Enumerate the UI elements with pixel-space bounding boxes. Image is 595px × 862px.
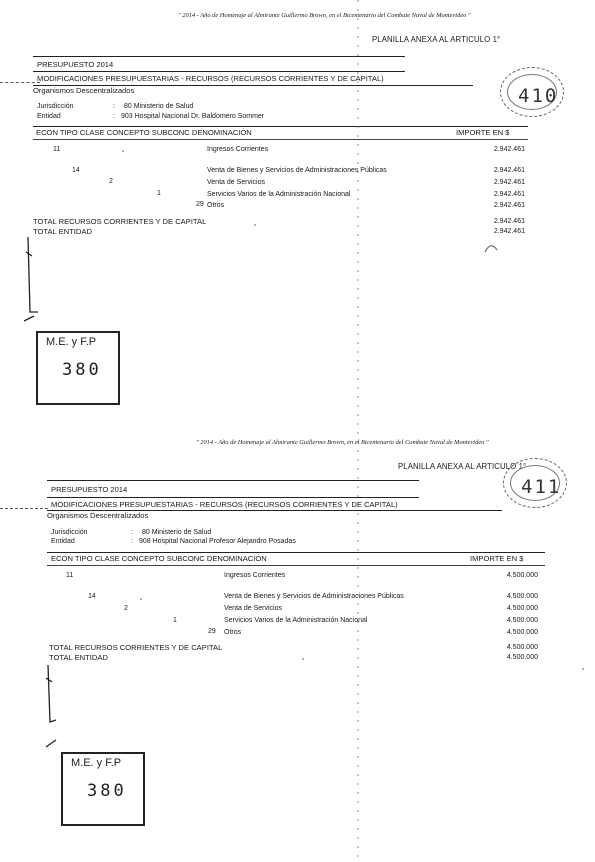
row-amount: 2.942.461 <box>493 191 525 198</box>
jurisdiccion-colon: : <box>131 529 133 536</box>
total-entidad-label: TOTAL ENTIDAD <box>33 227 92 236</box>
rule-top <box>33 56 405 57</box>
rule-columns-top <box>33 126 528 127</box>
annex-1 <box>0 0 595 430</box>
tick-mark <box>44 737 64 749</box>
jurisdiccion-value: 80 Ministerio de Salud <box>124 103 194 110</box>
commemorative-header: " 2014 - Año de Homenaje al Almirante Guillermo Brown, en el Bicentenario del Combate Naval de Montevideo " <box>178 12 471 19</box>
row-amount: 4.500.000 <box>506 572 538 579</box>
columns-header: ECON TIPO CLASE CONCEPTO SUBCONC DENOMINACIÓN <box>36 128 252 137</box>
columns-header: ECON TIPO CLASE CONCEPTO SUBCONC DENOMINACIÓN <box>51 554 267 563</box>
entidad-colon: : <box>131 538 133 545</box>
row-code: 29 <box>208 628 216 635</box>
row-code: 1 <box>173 617 177 624</box>
total-recursos-label: TOTAL RECURSOS CORRIENTES Y DE CAPITAL <box>49 643 223 652</box>
modificaciones-title: MODIFICACIONES PRESUPUESTARIAS - RECURSOS (RECURSOS CORRIENTES Y DE CAPITAL) <box>51 500 398 509</box>
importe-header: IMPORTE EN $ <box>470 554 524 563</box>
row-code: 11 <box>53 146 61 153</box>
tick-mark <box>22 313 42 323</box>
stamp-number: 380 <box>62 360 102 380</box>
signature-mark <box>38 660 68 730</box>
rule-presupuesto <box>47 497 419 498</box>
planilla-title: PLANILLA ANEXA AL ARTICULO 1° <box>372 35 501 44</box>
row-description: Ingresos Corrientes <box>224 572 286 579</box>
planilla-title: PLANILLA ANEXA AL ARTICULO 1° <box>398 462 527 471</box>
row-amount: 4.500.000 <box>506 605 538 612</box>
scan-speck <box>302 658 304 660</box>
row-amount: 2.942.461 <box>493 179 525 186</box>
total-recursos-value: 2.942.461 <box>493 218 525 225</box>
rule-presupuesto <box>33 71 405 72</box>
jurisdiccion-colon: : <box>113 103 115 110</box>
row-amount: 2.942.461 <box>493 146 525 153</box>
row-description: Ingresos Corrientes <box>207 146 269 153</box>
folio-number: 410 <box>518 85 559 107</box>
entidad-value: 903 Hospital Nacional Dr. Baldomero Sommer <box>121 113 265 120</box>
stamp-heading: M.E. y F.P <box>46 336 97 348</box>
row-code: 14 <box>72 167 80 174</box>
presupuesto-label: PRESUPUESTO 2014 <box>51 485 128 494</box>
row-description: Servicios Varios de la Administración Nacional <box>207 191 351 198</box>
commemorative-header: " 2014 - Año de Homenaje al Almirante Guillermo Brown, en el Bicentenario del Combate Naval de Montevideo " <box>196 439 489 446</box>
row-description: Otros <box>207 202 225 209</box>
row-amount: 4.500.000 <box>506 593 538 600</box>
row-amount: 2.942.461 <box>493 167 525 174</box>
mefp-stamp <box>61 752 145 826</box>
entidad-label: Entidad <box>51 538 75 545</box>
scan-edge-mark <box>0 508 48 509</box>
jurisdiccion-value: 80 Ministerio de Salud <box>142 529 212 536</box>
stamp-heading: M.E. y F.P <box>71 757 122 769</box>
rule-columns-top <box>47 552 545 553</box>
rule-columns-bottom <box>47 565 545 566</box>
presupuesto-label: PRESUPUESTO 2014 <box>37 60 114 69</box>
mefp-stamp <box>36 331 120 405</box>
scan-speck <box>140 598 142 600</box>
scan-speck <box>254 224 256 226</box>
scan-speck <box>122 150 124 152</box>
stamp-number: 380 <box>87 781 127 801</box>
importe-header: IMPORTE EN $ <box>456 128 510 137</box>
rule-columns-bottom <box>33 139 528 140</box>
annex-2 <box>0 432 595 862</box>
row-description: Venta de Servicios <box>207 179 265 186</box>
jurisdiccion-label: Jurisdicción <box>51 529 88 536</box>
row-amount: 4.500.000 <box>506 617 538 624</box>
organismos-label: Organismos Descentralizados <box>33 86 135 95</box>
row-description: Otros <box>224 629 242 636</box>
total-recursos-label: TOTAL RECURSOS CORRIENTES Y DE CAPITAL <box>33 217 207 226</box>
entidad-label: Entidad <box>37 113 61 120</box>
row-code: 14 <box>88 593 96 600</box>
folio-number: 411 <box>521 476 562 498</box>
total-entidad-value: 2.942.461 <box>493 228 525 235</box>
entidad-colon: : <box>113 113 115 120</box>
ink-mark <box>483 242 503 256</box>
entidad-value: 908 Hospital Nacional Profesor Alejandro Posadas <box>139 538 296 545</box>
row-description: Venta de Servicios <box>224 605 282 612</box>
row-amount: 4.500.000 <box>506 629 538 636</box>
row-code: 1 <box>157 190 161 197</box>
modificaciones-title: MODIFICACIONES PRESUPUESTARIAS - RECURSOS (RECURSOS CORRIENTES Y DE CAPITAL) <box>37 74 384 83</box>
row-amount: 2.942.461 <box>493 202 525 209</box>
row-description: Venta de Bienes y Servicios de Administraciones Públicas <box>224 593 404 600</box>
organismos-label: Organismos Descentralizados <box>47 511 149 520</box>
scan-speck <box>582 668 584 670</box>
total-entidad-value: 4.500.000 <box>506 654 538 661</box>
row-code: 2 <box>124 605 128 612</box>
total-entidad-label: TOTAL ENTIDAD <box>49 653 108 662</box>
scan-edge-mark <box>0 82 40 83</box>
row-code: 11 <box>66 572 74 579</box>
rule-top <box>47 480 419 481</box>
row-code: 29 <box>196 201 204 208</box>
row-description: Venta de Bienes y Servicios de Administraciones Públicas <box>207 167 387 174</box>
signature-mark <box>18 232 48 322</box>
row-code: 2 <box>109 178 113 185</box>
jurisdiccion-label: Jurisdicción <box>37 103 74 110</box>
total-recursos-value: 4.500.000 <box>506 644 538 651</box>
row-description: Servicios Varios de la Administración Nacional <box>224 617 368 624</box>
